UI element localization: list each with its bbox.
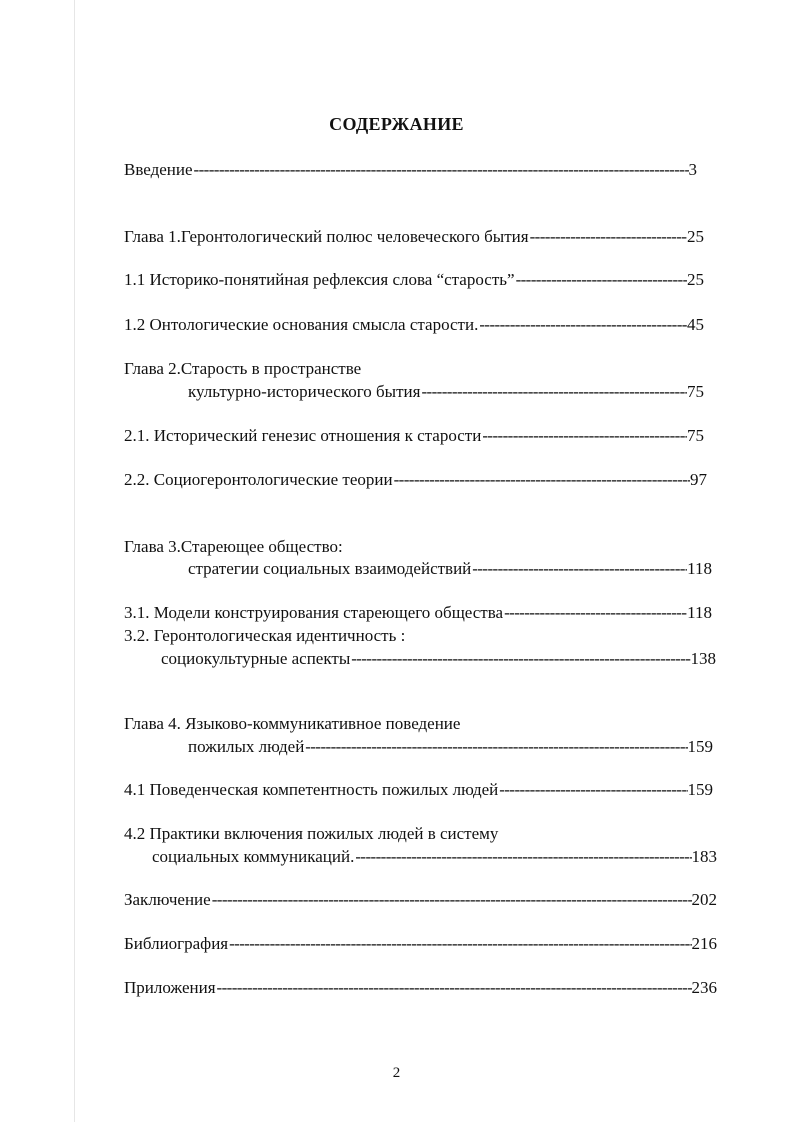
- toc-entry-section-4-1[interactable]: [124, 779, 713, 801]
- toc-entry-section-1-1[interactable]: [124, 269, 704, 291]
- toc-entry-label: 2.1. Исторический генезис отношения к старости: [124, 426, 482, 445]
- toc-entry-page: 97: [690, 470, 707, 489]
- toc-entry-page: 25: [687, 227, 704, 246]
- dot-leader: [229, 933, 691, 955]
- toc-entry-chapter-2[interactable]: [188, 381, 704, 403]
- toc-entry-bibliography[interactable]: [124, 933, 717, 955]
- toc-entry-section-2-2[interactable]: [124, 469, 707, 491]
- toc-entry-section-1-2[interactable]: [124, 314, 704, 336]
- toc-entry-label: 2.2. Социогеронтологические теории: [124, 470, 393, 489]
- dot-leader: [305, 736, 687, 758]
- dot-leader: [351, 648, 690, 670]
- dot-leader: [499, 779, 687, 801]
- toc-entry-section-2-1[interactable]: [124, 425, 704, 447]
- toc-entry-label-cont: культурно-исторического бытия: [188, 382, 421, 401]
- page-edge: [74, 0, 75, 1122]
- dot-leader: [482, 425, 687, 447]
- toc-entry-label: 4.1 Поведенческая компетентность пожилых людей: [124, 780, 499, 799]
- toc-entry-section-3-1[interactable]: [124, 602, 712, 624]
- toc-entry-label: Введение: [124, 160, 193, 179]
- toc-entry-section-3-2-label: 3.2. Геронтологическая идентичность :: [124, 626, 406, 645]
- toc-entry-conclusion[interactable]: [124, 889, 717, 911]
- toc-entry-label: 3.1. Модели конструирования стареющего общества: [124, 603, 504, 622]
- toc-entry-label: Приложения: [124, 978, 216, 997]
- toc-entry-page: 138: [690, 649, 716, 668]
- toc-entry-page: 236: [691, 978, 717, 997]
- toc-entry-appendices[interactable]: [124, 977, 717, 999]
- toc-entry-label: Заключение: [124, 890, 211, 909]
- dot-leader: [355, 846, 691, 868]
- dot-leader: [479, 314, 687, 336]
- toc-entry-page: 75: [687, 426, 704, 445]
- toc-entry-page: 118: [687, 603, 712, 622]
- dot-leader: [394, 469, 690, 491]
- toc-entry-label-cont: стратегии социальных взаимодействий: [188, 559, 472, 578]
- toc-entry-label: 1.1 Историко-понятийная рефлексия слова “старость”: [124, 270, 515, 289]
- toc-entry-page: 183: [691, 847, 717, 866]
- toc-entry-label: 1.2 Онтологические основания смысла старости.: [124, 315, 479, 334]
- page-number: 2: [392, 1065, 401, 1081]
- page-title: СОДЕРЖАНИЕ: [329, 114, 464, 134]
- toc-entry-page: 159: [687, 737, 713, 756]
- toc-entry-label-cont: социальных коммуникаций.: [152, 847, 355, 866]
- toc-entry-label-cont: социокультурные аспекты: [161, 649, 351, 668]
- toc-entry-label-cont: пожилых людей: [188, 737, 305, 756]
- toc-entry-page: 3: [688, 160, 697, 179]
- toc-entry-label: Библиография: [124, 934, 229, 953]
- toc-entry-page: 216: [691, 934, 717, 953]
- toc-entry-introduction[interactable]: [124, 159, 697, 181]
- toc-entry-label: Глава 1.Геронтологический полюс человеческого бытия: [124, 227, 529, 246]
- dot-leader: [530, 226, 687, 248]
- toc-entry-chapter-3-label: Глава 3.Стареющее общество:: [124, 537, 343, 556]
- dot-leader: [472, 558, 687, 580]
- toc-entry-page: 159: [687, 780, 713, 799]
- toc-entry-section-4-2[interactable]: [152, 846, 717, 868]
- dot-leader: [504, 602, 687, 624]
- dot-leader: [194, 159, 689, 181]
- dot-leader: [516, 269, 687, 291]
- toc-entry-chapter-4[interactable]: [188, 736, 713, 758]
- toc-entry-section-3-2[interactable]: [161, 648, 716, 670]
- toc-entry-page: 45: [687, 315, 704, 334]
- toc-entry-chapter-1[interactable]: [124, 226, 704, 248]
- toc-entry-chapter-4-label: Глава 4. Языково-коммуникативное поведение: [124, 714, 461, 733]
- toc-entry-page: 25: [687, 270, 704, 289]
- toc-entry-chapter-3[interactable]: [188, 558, 712, 580]
- dot-leader: [421, 381, 687, 403]
- dot-leader: [212, 889, 692, 911]
- toc-entry-page: 75: [687, 382, 704, 401]
- toc-entry-chapter-2-label: Глава 2.Старость в пространстве: [124, 359, 362, 378]
- toc-entry-page: 118: [687, 559, 712, 578]
- toc-entry-section-4-2-label: 4.2 Практики включения пожилых людей в систему: [124, 824, 499, 843]
- toc-entry-page: 202: [691, 890, 717, 909]
- dot-leader: [217, 977, 692, 999]
